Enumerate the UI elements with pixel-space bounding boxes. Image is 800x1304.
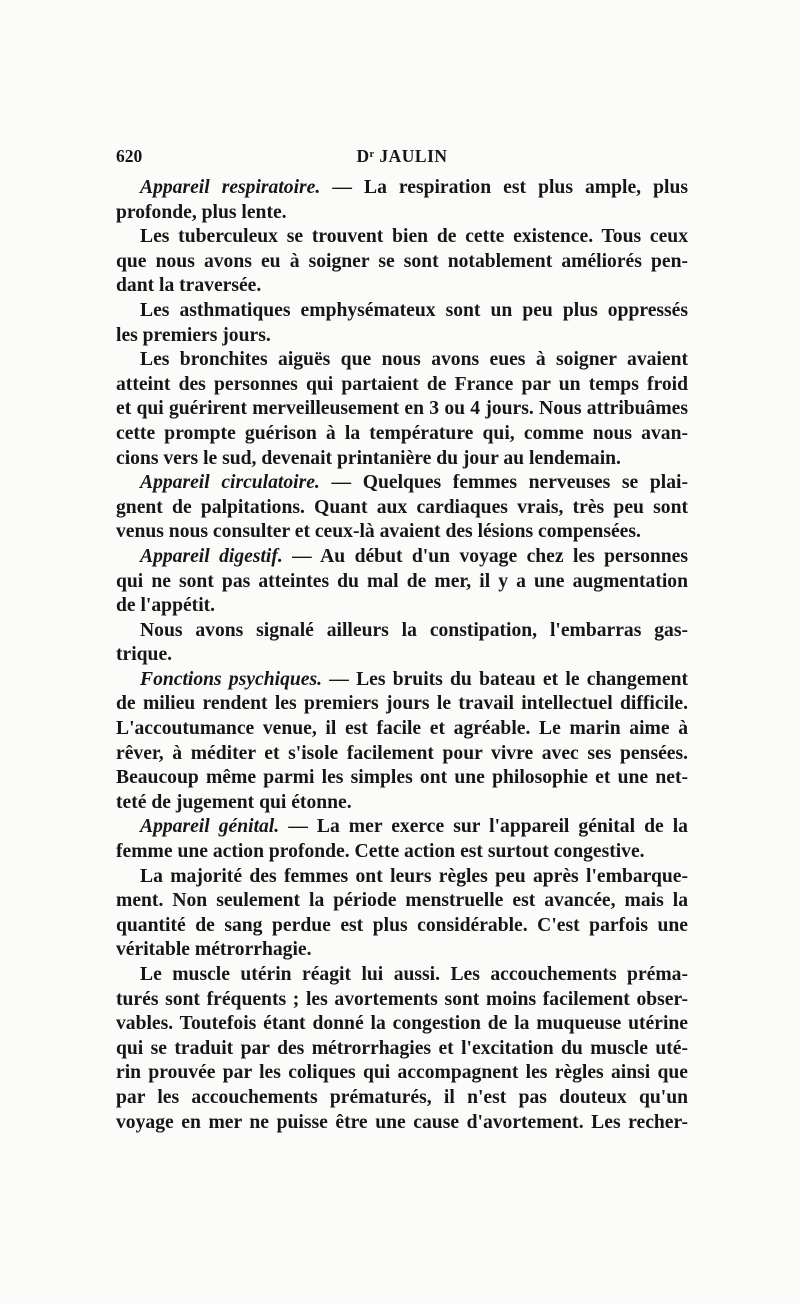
line-text: les premiers jours. (116, 324, 271, 346)
text-line (116, 791, 688, 816)
text-line (116, 471, 688, 496)
section-heading: Appareil circulatoire. (140, 472, 320, 494)
text-line (116, 619, 688, 644)
line-text: vables. Toutefois étant donné la congestion de la muqueuse utérine (116, 1013, 688, 1035)
text-line (116, 815, 688, 840)
text-line (116, 643, 688, 668)
paragraph (116, 545, 688, 619)
line-text: rin prouvée par les coliques qui accompagnent les règles ainsi que (116, 1062, 688, 1084)
text-line (116, 176, 688, 201)
text-line (116, 1012, 688, 1037)
text-line (116, 250, 688, 275)
text-line (116, 1086, 688, 1111)
text-line (116, 594, 688, 619)
text-line (116, 963, 688, 988)
line-text: Les tuberculeux se trouvent bien de cette existence. Tous ceux (140, 226, 688, 248)
text-line (116, 988, 688, 1013)
text-line (116, 742, 688, 767)
text-line (116, 692, 688, 717)
line-text: cions vers le sud, devenait printanière du jour au lendemain. (116, 447, 621, 469)
line-text: rêver, à méditer et s'isole facilement pour vivre avec ses pensées. (116, 742, 688, 764)
text-line (116, 274, 688, 299)
paragraph (116, 299, 688, 348)
text-line (116, 201, 688, 226)
paragraph (116, 176, 688, 225)
text-line (116, 496, 688, 521)
line-text: que nous avons eu à soigner se sont notablement améliorés pen- (116, 250, 688, 272)
paragraph (116, 225, 688, 299)
paragraph (116, 815, 688, 864)
text-line (116, 570, 688, 595)
line-text: venus nous consulter et ceux-là avaient des lésions compensées. (116, 521, 641, 543)
section-heading: Fonctions psychiques. (140, 668, 322, 690)
paragraph (116, 963, 688, 1135)
text-line (116, 225, 688, 250)
line-text: L'accoutumance venue, il est facile et agréable. Le marin aime à (116, 718, 688, 740)
line-text: femme une action profonde. Cette action est surtout congestive. (116, 841, 645, 863)
section-heading: Appareil génital. (140, 816, 280, 838)
line-text: dant la traversée. (116, 275, 262, 297)
line-text: — La mer exerce sur l'appareil génital de la (279, 816, 688, 838)
line-text: teté de jugement qui étonne. (116, 791, 352, 813)
line-text: quantité de sang perdue est plus considérable. C'est parfois une (116, 914, 688, 936)
line-text: trique. (116, 644, 173, 666)
line-text: — Quelques femmes nerveuses se plai- (319, 472, 688, 494)
line-text: par les accouchements prématurés, il n'est pas douteux qu'un (116, 1086, 688, 1108)
text-line (116, 324, 688, 349)
line-text: atteint des personnes qui partaient de France par un temps froid (116, 373, 688, 395)
paragraph (116, 668, 688, 816)
section-heading: Appareil digestif. (140, 545, 283, 567)
text-line (116, 422, 688, 447)
line-text: profonde, plus lente. (116, 201, 287, 223)
text-line (116, 1037, 688, 1062)
line-text: La majorité des femmes ont leurs règles peu après l'embarque- (140, 865, 688, 887)
text-line (116, 520, 688, 545)
running-head: Dʳ JAULIN (356, 146, 448, 166)
text-line (116, 348, 688, 373)
paragraph (116, 348, 688, 471)
line-text: ment. Non seulement la période menstruelle est avancée, mais la (116, 890, 688, 912)
text-line (116, 1111, 688, 1136)
text-line (116, 766, 688, 791)
paragraph (116, 471, 688, 545)
text-line (116, 373, 688, 398)
line-text: — Les bruits du bateau et le changement (321, 668, 688, 690)
line-text: gnent de palpitations. Quant aux cardiaques vrais, très peu sont (116, 496, 688, 518)
text-line (116, 299, 688, 324)
line-text: cette prompte guérison à la température qui, comme nous avan- (116, 422, 688, 444)
text-line (116, 717, 688, 742)
page-number: 620 (116, 146, 143, 166)
body-text (116, 176, 688, 1135)
line-text: et qui guérirent merveilleusement en 3 ou 4 jours. Nous attribuâmes (116, 398, 688, 420)
text-line (116, 865, 688, 890)
line-text: qui se traduit par des métrorrhagies et l'excitation du muscle uté- (116, 1037, 688, 1059)
page-header (116, 142, 688, 168)
text-line (116, 889, 688, 914)
line-text: qui ne sont pas atteintes du mal de mer, il y a une augmentation (116, 570, 688, 592)
text-line (116, 840, 688, 865)
line-text: Le muscle utérin réagit lui aussi. Les accouchements préma- (140, 964, 688, 985)
paragraph (116, 865, 688, 963)
line-text: de milieu rendent les premiers jours le travail intellectuel difficile. (116, 693, 688, 715)
line-text: véritable métrorrhagie. (116, 939, 312, 961)
line-text: Nous avons signalé ailleurs la constipation, l'embarras gas- (140, 619, 688, 641)
text-line (116, 447, 688, 472)
paragraph (116, 619, 688, 668)
text-line (116, 1061, 688, 1086)
line-text: turés sont fréquents ; les avortements sont moins facilement obser- (116, 988, 688, 1010)
text-line (116, 397, 688, 422)
text-line (116, 545, 688, 570)
section-heading: Appareil respiratoire. (140, 177, 321, 198)
line-text: voyage en mer ne puisse être une cause d'avortement. Les recher- (116, 1111, 688, 1133)
line-text: de l'appétit. (116, 595, 216, 617)
line-text: Les bronchites aiguës que nous avons eues à soigner avaient (140, 349, 688, 371)
text-line (116, 668, 688, 693)
text-line (116, 914, 688, 939)
line-text: Beaucoup même parmi les simples ont une philosophie et une net- (116, 767, 688, 789)
line-text: Les asthmatiques emphysémateux sont un peu plus oppressés (140, 299, 688, 321)
line-text: — La respiration est plus ample, plus (320, 177, 688, 198)
line-text: — Au début d'un voyage chez les personnes (282, 545, 688, 567)
text-line (116, 938, 688, 963)
